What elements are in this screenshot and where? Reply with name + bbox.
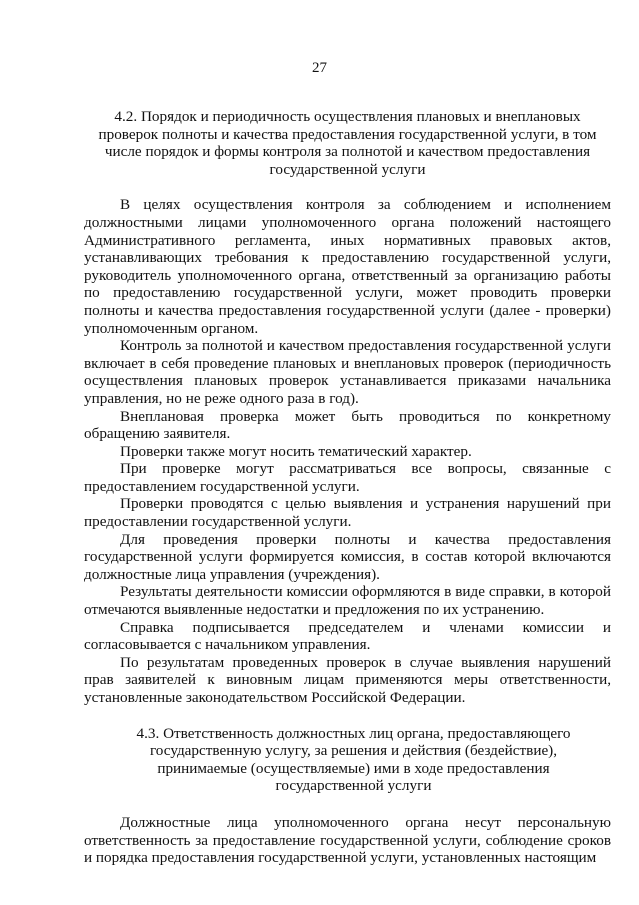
paragraph: Контроль за полнотой и качеством предоставления государственной услуги включает в себя проведение плановых и внеплановых проверок (периодичность осуществления плановых проверок устанавливается приказами начальника управления, но не реже одного раза в год). [84, 337, 611, 407]
page-content [84, 108, 611, 867]
paragraph: По результатам проведенных проверок в случае выявления нарушений прав заявителей к виновным лицам применяются меры ответственности, установленные законодательством Российской Федерации. [84, 653, 611, 706]
paragraph: Справка подписывается председателем и членами комиссии и согласовывается с начальником управления. [84, 618, 611, 654]
paragraph: При проверке могут рассматриваться все вопросы, связанные с предоставлением государственной услуги. [84, 460, 611, 495]
paragraph: В целях осуществления контроля за соблюдением и исполнением должностными лицами уполномоченного органа положений настоящего Административного регламента, иных нормативных правовых актов, устанавливающих требования к предоставлению государственной услуги, руководитель уполномоченного органа, ответственный за организацию работы по предоставлению государственной услуги, может проводить проверки полноты и качества предоставления государственной услуги (далее - проверки) уполномоченным органом. [84, 196, 611, 337]
paragraph: Для проведения проверки полноты и качества предоставления государственной услуги формируется комиссия, в состав которой включаются должностные лица управления (учреждения). [84, 530, 611, 583]
paragraph: Проверки также могут носить тематический характер. [120, 442, 472, 460]
section-heading-4-3: 4.3. Ответственность должностных лиц органа, предоставляющего государственную услугу, за решения и действия (бездействие), принимаемые (осуществляемые) ими в ходе предоставления государственной услуги [136, 724, 571, 795]
paragraph: Проверки проводятся с целью выявления и устранения нарушений при предоставлении государственной услуги. [84, 495, 611, 531]
page-number: 27 [312, 60, 327, 76]
section-heading-4-2: 4.2. Порядок и периодичность осуществления плановых и внеплановых проверок полноты и качества предоставления государственной услуги, в том числе порядок и формы контроля за полнотой и качеством предоставления государственной услуги [98, 108, 597, 178]
paragraph: Внеплановая проверка может быть проводиться по конкретному обращению заявителя. [84, 407, 611, 443]
paragraph: Результаты деятельности комиссии оформляются в виде справки, в которой отмечаются выявленные недостатки и предложения по их устранению. [84, 583, 611, 619]
paragraph: Должностные лица уполномоченного органа несут персональную ответственность за предоставление государственной услуги, соблюдение сроков и порядка предоставления государственной услуги, установленных настоящим [84, 813, 611, 867]
